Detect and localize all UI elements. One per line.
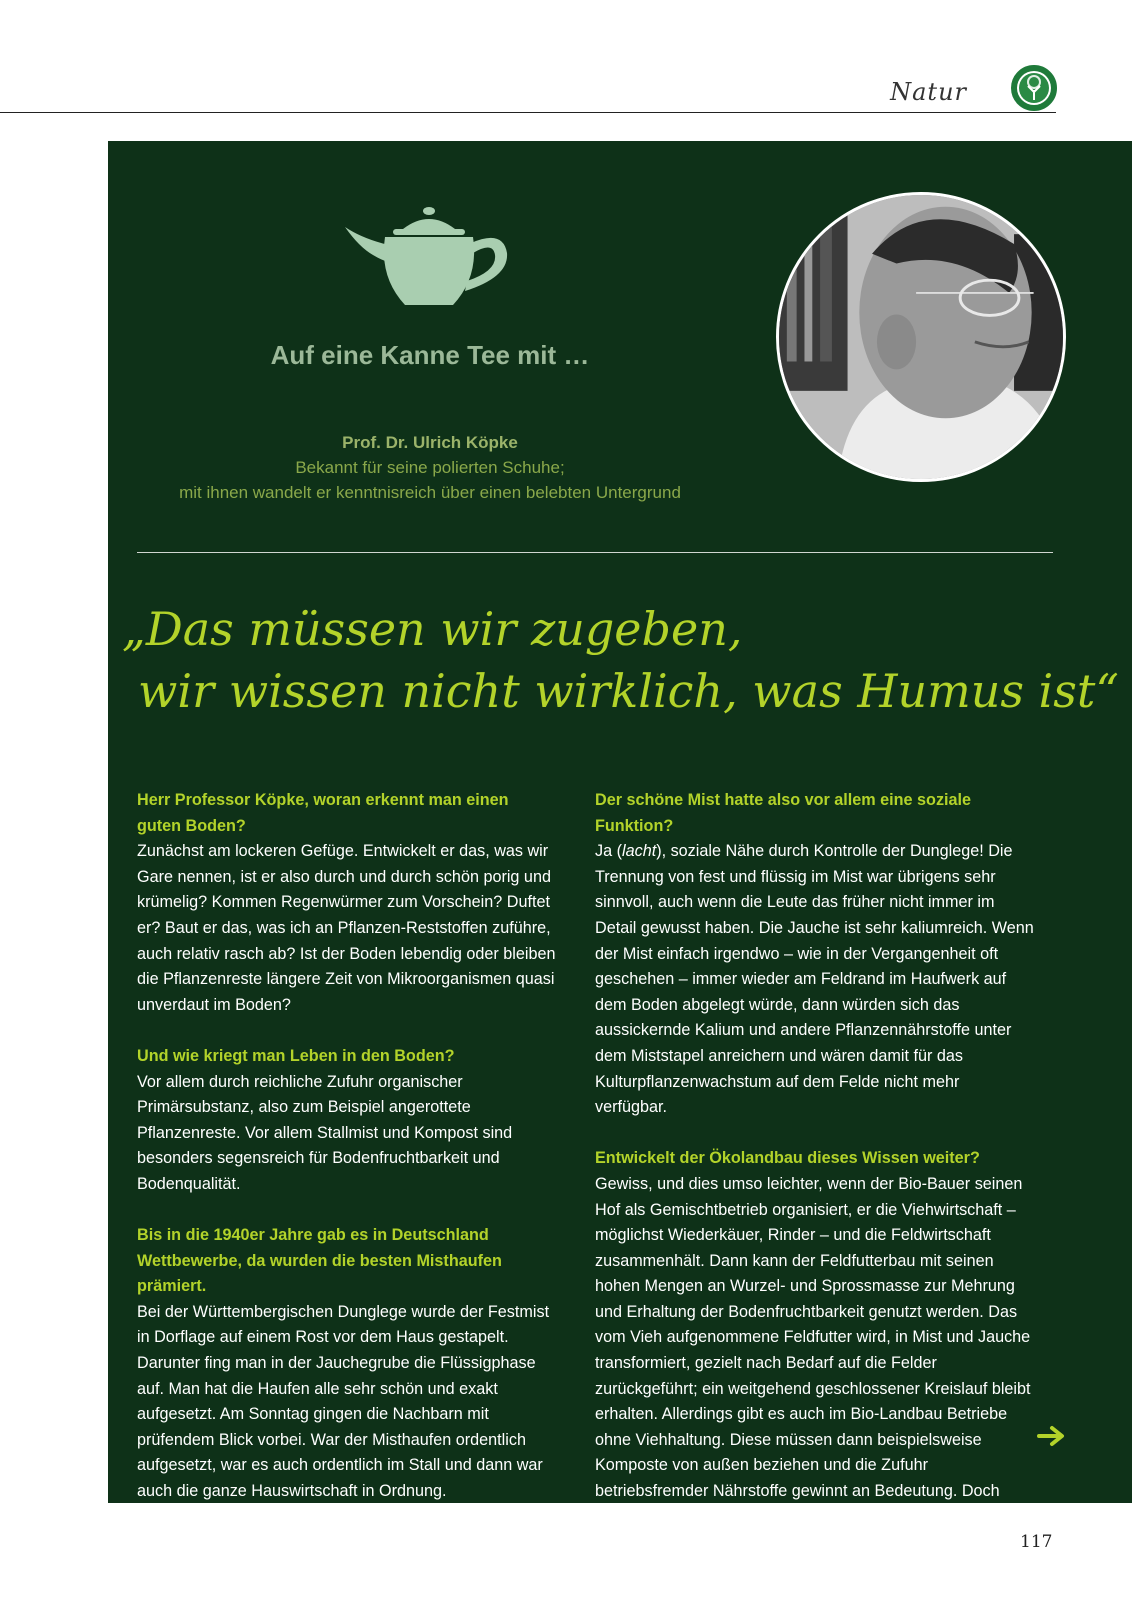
continue-arrow-icon[interactable] [1037, 1425, 1067, 1447]
panel-divider [137, 552, 1053, 553]
question: Entwickelt der Ökolandbau dieses Wissen weiter? [595, 1149, 980, 1168]
portrait-photo [776, 192, 1066, 482]
interviewee-intro [110, 430, 750, 505]
pull-quote [122, 598, 1119, 722]
interviewee-name: Prof. Dr. Ulrich Köpke [342, 433, 518, 452]
question: Bis in die 1940er Jahre gab es in Deutschland Wettbewerbe, da wurden die besten Misthaufen prämiert. [137, 1226, 502, 1296]
answer-italic: lacht [622, 842, 657, 861]
answer-prefix: Ja ( [595, 842, 622, 861]
intro-line-2: mit ihnen wandelt er kenntnisreich über einen belebten Untergrund [179, 483, 681, 502]
question: Der schöne Mist hatte also vor allem eine soziale Funktion? [595, 791, 972, 835]
interview-kicker: Auf eine Kanne Tee mit … [270, 340, 590, 370]
lebensbaum-logo [1010, 64, 1058, 112]
pull-quote-line-2: wir wissen nicht wirklich, was Humus ist“ [138, 664, 1119, 718]
interview-column-left [137, 788, 557, 1530]
question: Herr Professor Köpke, woran erkennt man einen guten Boden? [137, 791, 509, 835]
interview-column-right [595, 788, 1035, 1530]
question: Und wie kriegt man Leben in den Boden? [137, 1046, 455, 1065]
page-number: 117 [1020, 1532, 1053, 1552]
header-divider [0, 112, 1056, 113]
pull-quote-line-1: „Das müssen wir zugeben, [122, 602, 743, 656]
intro-line-1: Bekannt für seine polierten Schuhe; [295, 458, 565, 477]
answer: Zunächst am lockeren Gefüge. Entwickelt er das, was wir Gare nennen, ist er also durch und durch schön porig und krümelig? Kommen Regenwürmer zum Vorschein? Duftet er? Baut er das, was ich an Pflanzen-Reststoffen zuführe, auch relativ rasch ab? Ist der Boden lebendig oder bleiben die Pflanzenreste längere Zeit von Mikroorganismen quasi unverdaut im Boden? [137, 842, 556, 1014]
section-title: Natur [890, 78, 967, 106]
teapot-icon [345, 207, 515, 315]
answer [595, 839, 1035, 1121]
answer: Bei der Württembergischen Dunglege wurde der Festmist in Dorflage auf einem Rost vor dem Haus gestapelt. Darunter fing man in der Jauchegrube die Flüssigphase auf. Man hat die Haufen alle sehr schön und exakt aufgesetzt. Am Sonntag gingen die Nachbarn mit prüfendem Blick vorbei. War der Misthaufen ordentlich aufgesetzt, war es auch ordentlich im Stall und dann war auch die ganze Hauswirtschaft in Ordnung. [137, 1302, 550, 1501]
answer-body: ), soziale Nähe durch Kontrolle der Dunglege! Die Trennung von fest und flüssig im Mist war übrigens sehr sinnvoll, auch wenn die Leute das früher nicht immer im Detail gewusst haben. Die Jauche ist sehr kaliumreich. Wenn der Mist einfach irgendwo – wie in der Vergangenheit oft geschehen – immer wieder am Feldrand im Haufwerk auf dem Boden abgelegt würde, dann würden sich das aussickernde Kalium und andere Pflanzennährstoffe unter dem Miststapel anreichern und wären damit für das Kulturpflanzenwachstum auf dem Felde nicht mehr verfügbar. [595, 842, 1034, 1117]
answer: Gewiss, und dies umso leichter, wenn der Bio-Bauer seinen Hof als Gemischtbetrieb organisiert, er die Viehwirtschaft – möglichst Wiederkäuer, Rinder – und die Feldwirtschaft zusammenhält. Dann kann der Feldfutterbau mit seinen hohen Mengen an Wurzel- und Sprossmasse zur Mehrung und Erhaltung der Bodenfruchtbarkeit genutzt werden. Das vom Vieh aufgenommene Feldfutter wird, in Mist und Jauche transformiert, gezielt nach Bedarf auf die Felder zurückgeführt; ein weitgehend geschlossener Kreislauf bleibt erhalten. Allerdings gibt es auch im Bio-Landbau Betriebe ohne Viehhaltung. Diese müssen dann beispielsweise Komposte von außen beziehen und die Zufuhr betriebsfremder Nährstoffe gewinnt an Bedeutung. Doch [595, 1174, 1031, 1501]
answer: Vor allem durch reichliche Zufuhr organischer Primärsubstanz, also zum Beispiel angerottete Pflanzenreste. Vor allem Stallmist und Kompost sind besonders segensreich für Bodenfruchtbarkeit und Bodenqualität. [137, 1072, 513, 1193]
